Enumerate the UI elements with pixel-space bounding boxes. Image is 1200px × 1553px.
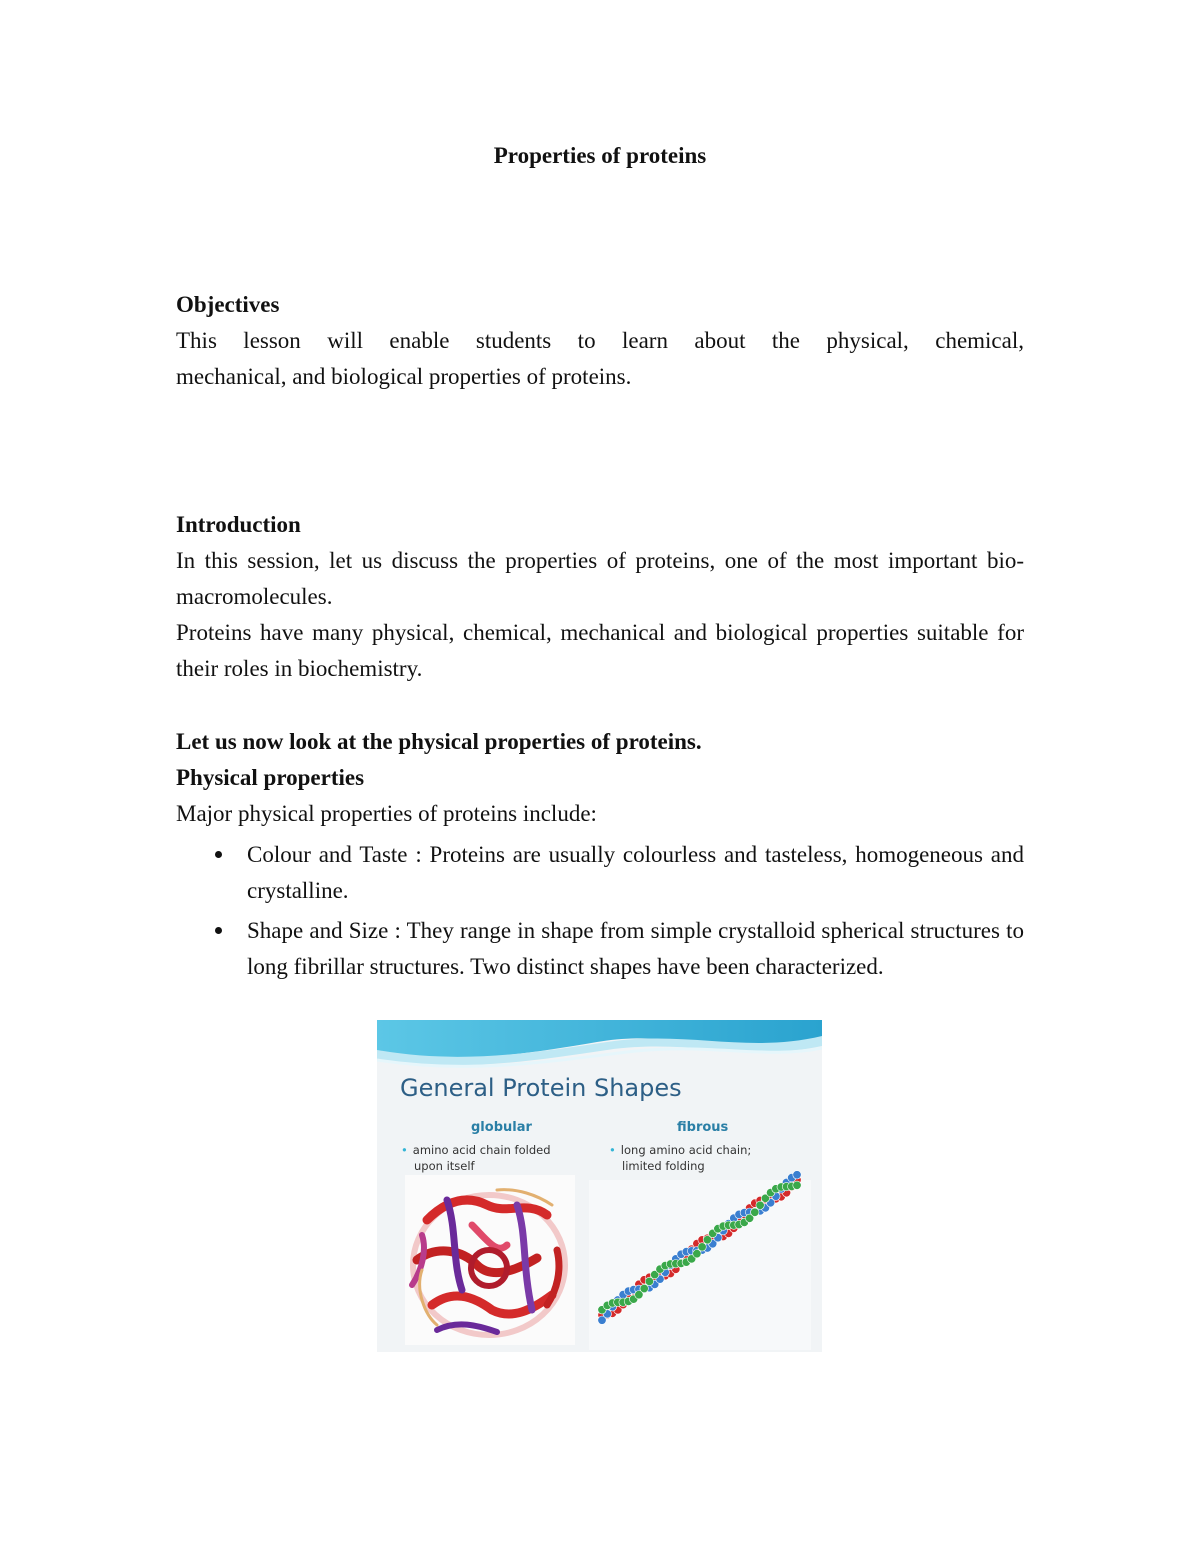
figure-title: General Protein Shapes xyxy=(400,1074,682,1102)
fibrous-heading: fibrous xyxy=(677,1120,729,1135)
objectives-heading: Objectives xyxy=(176,292,280,317)
globular-item-line-1: amino acid chain folded xyxy=(412,1143,551,1157)
fiber-bead xyxy=(645,1277,653,1285)
physical-lead: Let us now look at the physical properties of proteins. xyxy=(176,729,702,754)
fibrous-item-line-1: long amino acid chain; xyxy=(620,1143,752,1157)
bullet-text: Colour and Taste : Proteins are usually colourless and tasteless, homogeneous and crystalline. xyxy=(247,842,1024,903)
objectives-line-2: mechanical, and biological properties of proteins. xyxy=(176,364,632,389)
page-title: Properties of proteins xyxy=(493,143,707,168)
fibrous-protein-illustration xyxy=(377,1020,822,1352)
introduction-paragraph-1: In this session, let us discuss the properties of proteins, one of the most important bio-macromolecules. xyxy=(176,548,1024,609)
physical-bullet-list xyxy=(176,837,1024,989)
physical-heading: Physical properties xyxy=(176,765,365,790)
fiber-bead xyxy=(793,1171,801,1179)
physical-section xyxy=(176,724,1024,832)
bullet-icon xyxy=(215,851,222,858)
physical-intro: Major physical properties of proteins include: xyxy=(176,801,597,826)
fiber-bead xyxy=(751,1208,759,1216)
fiber-bead xyxy=(793,1181,801,1189)
protein-shapes-figure xyxy=(377,1020,822,1352)
list-item xyxy=(176,913,1024,985)
fibrous-item-line-2: limited folding xyxy=(622,1159,705,1173)
objectives-line-1: This lesson will enable students to learn about the physical, chemical, xyxy=(176,328,1024,353)
globular-item-line-2: upon itself xyxy=(414,1159,475,1173)
introduction-heading: Introduction xyxy=(176,512,301,537)
globular-heading: globular xyxy=(471,1120,532,1135)
fiber-bead xyxy=(698,1243,706,1251)
introduction-paragraph-2: Proteins have many physical, chemical, mechanical and biological properties suitable for their roles in biochemistry. xyxy=(176,620,1024,681)
bullet-text: Shape and Size : They range in shape from simple crystalloid spherical structures to long fibrillar structures. Two distinct shapes have been characterized. xyxy=(247,918,1024,979)
list-item xyxy=(176,837,1024,909)
bullet-icon: • xyxy=(401,1143,408,1157)
objectives-section xyxy=(176,287,1024,395)
fiber-bead xyxy=(756,1201,764,1209)
introduction-section xyxy=(176,507,1024,687)
fiber-bead xyxy=(640,1284,648,1292)
bullet-icon: • xyxy=(609,1143,616,1157)
bullet-icon xyxy=(215,927,222,934)
